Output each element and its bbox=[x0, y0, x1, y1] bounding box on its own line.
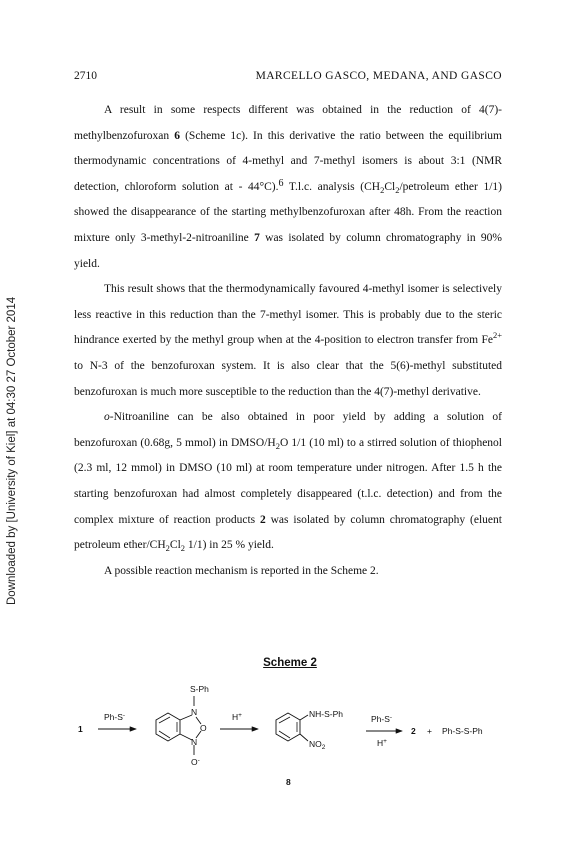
text-segment: (Scheme 1c). In this derivative the ratio between the equilibrium thermodynamic concentrations of 4-methyl and 7-methyl isomers is about 3:1 (NMR detection, chloroform solution at - 44°C). bbox=[74, 129, 502, 193]
paragraph bbox=[74, 559, 502, 585]
text-segment: was isolated by column chromatography (eluent petroleum ether/CH bbox=[74, 513, 502, 552]
text-segment: -Nitroaniline can be also obtained in poor yield by adding a solution of benzofuroxan (0.68g, 5 mmol) in DMSO/H bbox=[74, 411, 502, 449]
plus-sign: + bbox=[427, 726, 432, 736]
scheme-title: Scheme 2 bbox=[263, 657, 317, 669]
text-segment: was isolated by column chromatography in 90% yield. bbox=[74, 231, 502, 270]
text-segment: A result in some respects different was obtained in the reduction of 4(7)-methylbenzofuroxan bbox=[74, 104, 502, 142]
text-segment: O 1/1 (10 ml) to a stirred solution of thiophenol (2.3 ml, 12 mmol) in DMSO (10 ml) at room temperature under nitrogen. After 1.5 h the starting benzofuroxan had almost completely disappeared (t.l.c. detection) and from the complex mixture of reaction products bbox=[74, 436, 502, 526]
text-segment: 2 bbox=[275, 440, 280, 451]
intermediate-ring-oxygen: O bbox=[200, 723, 207, 733]
running-title: MARCELLO GASCO, MEDANA, AND GASCO bbox=[255, 70, 502, 82]
text-segment: 2 bbox=[380, 184, 385, 195]
disulfide-product: Ph-S-S-Ph bbox=[442, 726, 483, 736]
compound-8-label: 8 bbox=[286, 777, 291, 787]
text-segment: 6 bbox=[174, 129, 180, 142]
text-segment: 2 bbox=[180, 543, 186, 554]
paragraph bbox=[74, 277, 502, 405]
text-segment: Cl bbox=[169, 539, 181, 552]
reaction-scheme bbox=[0, 675, 580, 825]
compound-8-amine-group: NH-S-Ph bbox=[309, 709, 344, 719]
text-segment: 2 bbox=[260, 513, 266, 526]
reagent-1-label: Ph-S- bbox=[104, 712, 126, 722]
paragraph bbox=[74, 405, 502, 559]
intermediate-top-group: S-Ph bbox=[190, 684, 209, 694]
text-segment: 6 bbox=[278, 177, 284, 189]
text-segment: 1/1) in 25 % yield. bbox=[185, 539, 274, 552]
text-segment: Cl bbox=[384, 180, 396, 193]
text-segment: 2 bbox=[165, 543, 170, 554]
text-segment: This result shows that the thermodynamically favoured 4-methyl isomer is selectively less reactive in this reduction than the 7-methyl isomer. This is probably due to the steric hindrance exerted by the methyl group when at the 4-position to electron transfer from Fe bbox=[74, 283, 502, 347]
compound-8-nitro-group: $NO_2$ bbox=[309, 739, 326, 751]
paragraph bbox=[74, 98, 502, 277]
intermediate-n-bottom: N bbox=[191, 737, 198, 747]
intermediate-n-top: N bbox=[191, 707, 198, 717]
text-segment: 2 bbox=[395, 184, 400, 195]
text-segment: A possible reaction mechanism is reported in the Scheme 2. bbox=[104, 564, 379, 577]
page-number: 2710 bbox=[74, 70, 97, 82]
reagent-2-label: H+ bbox=[232, 712, 242, 722]
reagent-3-label: Ph-S- bbox=[371, 714, 393, 724]
text-segment: /petroleum ether 1/1) showed the disappearance of the starting methylbenzofuroxan after 48h. From the reaction mixture only 3-methyl-2-nitroaniline bbox=[74, 180, 503, 244]
download-watermark: Downloaded by [University of Kiel] at 04:30 27 October 2014 bbox=[6, 296, 18, 605]
compound-8-structure bbox=[276, 713, 308, 741]
text-segment: o bbox=[104, 411, 110, 424]
text-segment: 7 bbox=[254, 231, 260, 244]
intermediate-o-minus: O- bbox=[191, 757, 200, 767]
text-segment: T.l.c. analysis (CH bbox=[283, 180, 381, 193]
body-text bbox=[74, 98, 502, 584]
product-compound-label: 2 bbox=[411, 726, 416, 736]
text-segment: 2+ bbox=[492, 330, 502, 341]
text-segment: to N-3 of the benzofuroxan system. It is also clear that the 5(6)-methyl substituted benzofuroxan is much more susceptible to the reduction than the 4(7)-methyl derivative. bbox=[74, 359, 502, 398]
reagent-4-label: H+ bbox=[377, 738, 387, 748]
start-compound-label: 1 bbox=[78, 724, 83, 734]
